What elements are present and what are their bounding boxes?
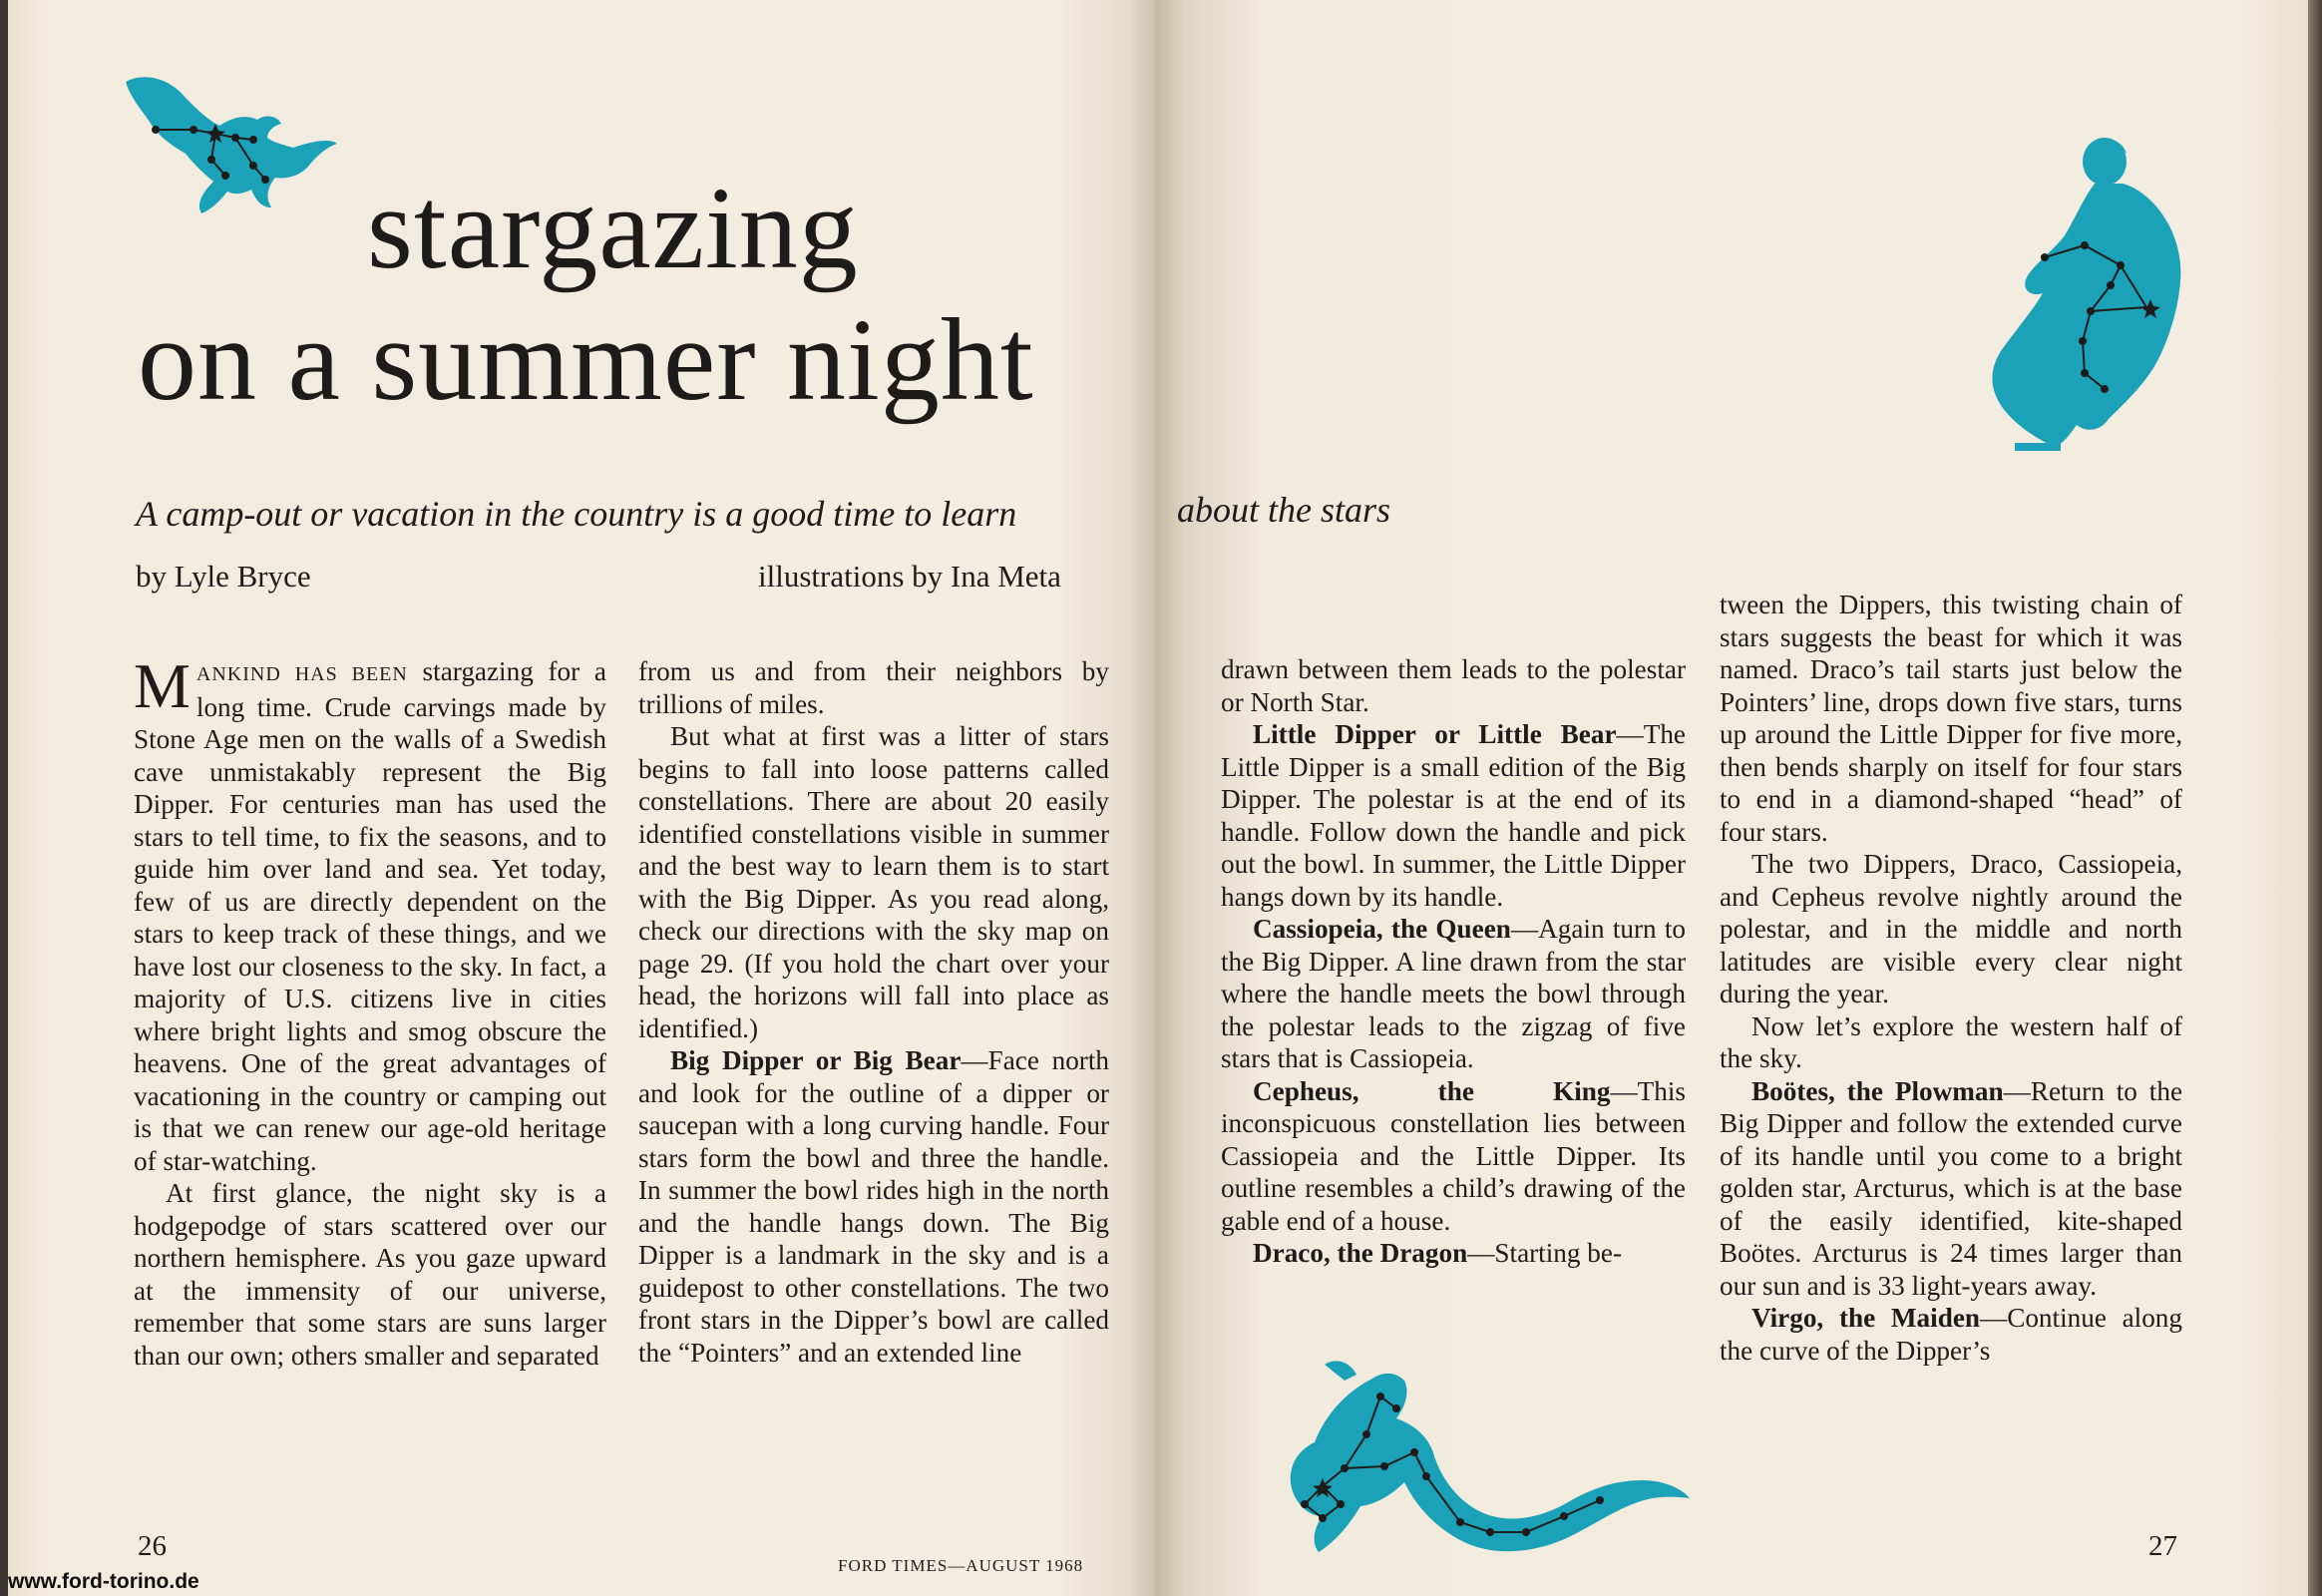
page-number-left: 26 (138, 1530, 167, 1562)
paragraph (1221, 1237, 1686, 1270)
subtitle-left: A camp-out or vacation in the country is a good time to learn (136, 494, 1017, 534)
eagle-constellation-icon (116, 68, 345, 227)
paragraph-text: —Starting be- (1467, 1238, 1622, 1268)
paragraph-text: —Face north and look for the outline of a dipper or saucepan with a long curving handle. Four stars form the bowl and three the handle. In summer the bowl rides high in the north and the handle hangs down. The Big Dipper is a landmark in the sky and is a guidepost to other constellations. The two front stars in the Dipper’s bowl are called the “Pointers” and an extended line (638, 1045, 1109, 1368)
page-edge (2308, 0, 2322, 1596)
section-heading: Virgo, the Maiden (1751, 1303, 1981, 1333)
illustrator-byline: illustrations by Ina Meta (758, 559, 1061, 594)
paragraph (1720, 1302, 2182, 1367)
paragraph (1221, 913, 1686, 1075)
paragraph: drawn between them leads to the polestar or North Star. (1221, 654, 1686, 717)
section-heading: Little Dipper or Little Bear (1253, 719, 1617, 749)
article-column-4 (1720, 589, 2182, 1367)
paragraph: But what at first was a litter of stars begins to fall into loose patterns called constellations. There are about 20 easily identified constellations visible in summer and the best way to learn them is to start with the Big Dipper. As you read along, check our directions with the sky map on page 29. (If you hold the chart over your head, the horizons will fall into place as identified.) (638, 721, 1109, 1043)
lead-in-smallcaps: ANKIND HAS BEEN (195, 663, 408, 685)
article-column-3 (1221, 653, 1686, 1270)
paragraph-text: —Return to the Big Dipper and follow the extended curve of its handle until you come to a bright golden star, Arcturus, which is at the base of the easily identified, kite-shaped Boötes. Arcturus is 24 times larger than our sun and is 33 light-years away. (1720, 1075, 2183, 1301)
paragraph: tween the Dippers, this twisting chain of stars suggests the beast for which it was named. Draco’s tail starts just below the Pointers’ line, drops down five stars, turns up around the Little Dipper for five more, then bends sharply on itself for four stars to end in a diamond-shaped “head” of four stars. (1720, 590, 2182, 847)
section-heading: Draco, the Dragon (1253, 1238, 1468, 1268)
drop-cap: M (134, 650, 191, 721)
paragraph: from us and from their neighbors by trillions of miles. (638, 656, 1109, 719)
paragraph-text: —This inconspicuous constellation lies between Cassiopeia and the Little Dipper. Its outline resembles a child’s drawing of the gable end of a house. (1221, 1075, 1686, 1236)
article-column-1 (134, 650, 606, 1372)
page-number-right: 27 (2148, 1530, 2177, 1562)
paragraph: At first glance, the night sky is a hodgepodge of stars scattered over our northern hemisphere. As you gaze upward at the immensity of our universe, remember that some stars are suns larger than our own; others smaller and separated (134, 1178, 606, 1371)
article-title-line-2: on a summer night (138, 294, 1034, 425)
section-heading: Cepheus, the King (1253, 1075, 1611, 1106)
virgo-maiden-illustration (1915, 128, 2254, 472)
paragraph-text: —Again turn to the Big Dipper. A line drawn from the star where the handle meets the bowl through the polestar leads to the zigzag of five stars that is Cassiopeia. (1221, 914, 1687, 1073)
paragraph: The two Dippers, Draco, Cassiopeia, and Cepheus revolve nightly around the polestar, and in the middle and north latitudes are visible every clear night during the year. (1720, 849, 2182, 1008)
section-heading: Big Dipper or Big Bear (670, 1045, 962, 1075)
article-title-line-1: stargazing (367, 163, 859, 293)
left-page (8, 0, 1155, 1596)
paragraph: Now let’s explore the western half of the sky. (1720, 1010, 2182, 1073)
section-heading: Cassiopeia, the Queen (1253, 914, 1511, 944)
website-watermark: www.ford-torino.de (8, 1570, 199, 1593)
section-heading: Boötes, the Plowman (1751, 1075, 2004, 1106)
paragraph (134, 650, 606, 1177)
subtitle-right: about the stars (1177, 490, 1391, 530)
right-page (1155, 0, 2308, 1596)
paragraph-text: —Continue along the curve of the Dipper’s (1720, 1303, 2182, 1366)
article-column-2 (638, 655, 1109, 1369)
paragraph (1221, 718, 1686, 913)
paragraph (1720, 1075, 2182, 1303)
paragraph-text: stargazing for a long time. Crude carvings made by Stone Age men on the walls of a Swedish cave unmistakably represent the Big Dipper. For centuries man has used the stars to tell time, to fix the seasons, and to guide him over land and sea. Yet today, few of us are directly dependent on the stars to keep track of these things, and we have lost our closeness to the sky. In fact, a majority of U.S. citizens live in cities where bright lights and smog obscure the heavens. One of the great advantages of vacationing in the country or camping out is that we can renew our age-old heritage of star-watching. (134, 656, 606, 1176)
paragraph (638, 1044, 1109, 1369)
draco-dragon-illustration (1265, 1357, 1694, 1566)
paragraph-text: —The Little Dipper is a small edition of the Big Dipper. The polestar is at the end of its handle. Follow down the handle and pick out the bowl. In summer, the Little Dipper hangs down by its handle. (1221, 719, 1686, 912)
issue-footer: FORD TIMES—AUGUST 1968 (838, 1556, 1084, 1575)
paragraph (1221, 1075, 1686, 1238)
author-byline: by Lyle Bryce (136, 559, 311, 594)
